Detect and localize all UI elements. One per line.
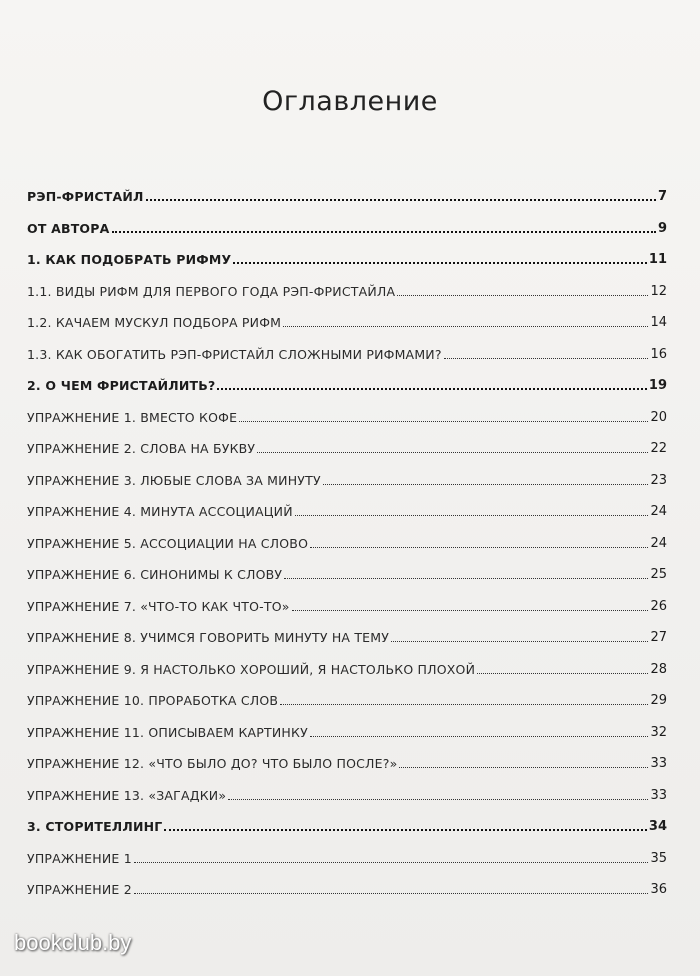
dot-leader — [239, 420, 648, 422]
toc-entry-label: УПРАЖНЕНИЕ 12. «ЧТО БЫЛО ДО? ЧТО БЫЛО ПОСЛЕ?» — [27, 756, 398, 771]
dot-leader — [284, 577, 648, 579]
toc-entry — [27, 495, 667, 519]
dot-leader — [399, 766, 648, 768]
toc-entry-label: УПРАЖНЕНИЕ 10. ПРОРАБОТКА СЛОВ — [27, 693, 279, 708]
toc-entry — [27, 464, 667, 488]
dot-leader — [217, 387, 646, 390]
toc-entry-label: ОТ АВТОРА — [27, 220, 110, 236]
toc-entry — [27, 590, 667, 614]
toc-entry-label: УПРАЖНЕНИЕ 2. СЛОВА НА БУКВУ — [27, 441, 256, 456]
dot-leader — [164, 828, 646, 831]
toc-entry-label: УПРАЖНЕНИЕ 5. АССОЦИАЦИИ НА СЛОВО — [27, 535, 309, 551]
toc-entry-page: 9 — [657, 220, 667, 236]
toc-entry — [27, 747, 667, 771]
dot-leader — [257, 451, 648, 453]
toc-entry-label: УПРАЖНЕНИЕ 1 — [27, 850, 132, 866]
toc-entry — [27, 558, 667, 582]
toc-entry-label: 3. СТОРИТЕЛЛИНГ — [27, 819, 163, 834]
toc-entry — [27, 621, 667, 645]
toc-entry — [27, 716, 667, 740]
dot-leader — [292, 609, 649, 611]
toc-entry-page: 11 — [648, 252, 667, 267]
dot-leader — [310, 735, 649, 737]
toc-entry-page: 24 — [650, 535, 667, 551]
toc-entry-page: 32 — [650, 724, 667, 740]
dot-leader — [323, 483, 649, 485]
dot-leader — [134, 892, 649, 894]
toc-entry — [27, 306, 667, 330]
toc-entry-label: УПРАЖНЕНИЕ 4. МИНУТА АССОЦИАЦИЙ — [27, 504, 293, 519]
page-title: Оглавление — [262, 86, 438, 117]
toc-entry — [27, 684, 667, 708]
toc-entry-page: 25 — [650, 567, 667, 582]
toc-entry-page: 33 — [650, 787, 667, 803]
toc-entry — [27, 401, 667, 425]
toc-entry-page: 7 — [657, 189, 667, 204]
dot-leader — [444, 357, 649, 359]
toc-entry-page: 12 — [650, 283, 667, 299]
toc-entry-label: УПРАЖНЕНИЕ 1. ВМЕСТО КОФЕ — [27, 409, 238, 425]
dot-leader — [310, 546, 648, 548]
dot-leader — [112, 230, 656, 233]
toc-entry-label: 1.2. КАЧАЕМ МУСКУЛ ПОДБОРА РИФМ — [27, 315, 282, 330]
toc-entry — [27, 810, 667, 834]
toc-entry-label: УПРАЖНЕНИЕ 6. СИНОНИМЫ К СЛОВУ — [27, 567, 283, 582]
toc-entry — [27, 212, 667, 236]
dot-leader — [233, 261, 647, 264]
dot-leader — [477, 672, 648, 674]
toc-entry-label: 1.3. КАК ОБОГАТИТЬ РЭП-ФРИСТАЙЛ СЛОЖНЫМИ РИФМАМИ? — [27, 346, 442, 362]
toc-entry-page: 22 — [650, 441, 667, 456]
toc-entry-page: 19 — [648, 378, 667, 393]
dot-leader — [397, 294, 648, 296]
dot-leader — [295, 514, 649, 516]
dot-leader — [228, 798, 648, 800]
dot-leader — [134, 861, 649, 863]
toc-entry-page: 24 — [650, 504, 667, 519]
toc-entry-page: 34 — [648, 819, 667, 834]
toc-entry — [27, 432, 667, 456]
toc-entry-label: УПРАЖНЕНИЕ 13. «ЗАГАДКИ» — [27, 787, 227, 803]
toc-entry-label: УПРАЖНЕНИЕ 3. ЛЮБЫЕ СЛОВА ЗА МИНУТУ — [27, 472, 321, 488]
toc-entry-page: 20 — [650, 409, 667, 425]
toc-entry-page: 14 — [650, 315, 667, 330]
toc-entry-page: 33 — [650, 756, 667, 771]
toc-entry-label: 1. КАК ПОДОБРАТЬ РИФМУ — [27, 252, 232, 267]
toc-entry-label: РЭП-ФРИСТАЙЛ — [27, 189, 144, 204]
site-watermark: bookclub.by — [14, 930, 132, 955]
toc-entry — [27, 369, 667, 393]
toc-entry-page: 29 — [650, 693, 667, 708]
toc-entry-label: 2. О ЧЕМ ФРИСТАЙЛИТЬ? — [27, 378, 216, 393]
toc-entry — [27, 180, 667, 204]
toc-entry — [27, 338, 667, 362]
toc-entry-page: 23 — [650, 472, 667, 488]
toc-entry-label: УПРАЖНЕНИЕ 9. Я НАСТОЛЬКО ХОРОШИЙ, Я НАСТОЛЬКО ПЛОХОЙ — [27, 661, 476, 677]
toc-entry — [27, 275, 667, 299]
toc-entry-label: УПРАЖНЕНИЕ 2 — [27, 882, 132, 897]
toc-entry-page: 35 — [650, 850, 667, 866]
toc-entry — [27, 527, 667, 551]
toc-entry-label: УПРАЖНЕНИЕ 11. ОПИСЫВАЕМ КАРТИНКУ — [27, 724, 308, 740]
dot-leader — [283, 325, 648, 327]
toc-entry — [27, 653, 667, 677]
toc-entry — [27, 842, 667, 866]
toc-entry-page: 36 — [650, 882, 667, 897]
toc-entry-label: УПРАЖНЕНИЕ 7. «ЧТО-ТО КАК ЧТО-ТО» — [27, 598, 290, 614]
dot-leader — [391, 640, 648, 642]
toc-entry-page: 28 — [650, 661, 667, 677]
toc-entry — [27, 243, 667, 267]
toc-entry-label: 1.1. ВИДЫ РИФМ ДЛЯ ПЕРВОГО ГОДА РЭП-ФРИСТАЙЛА — [27, 283, 396, 299]
dot-leader — [280, 703, 648, 705]
toc-entry-page: 26 — [650, 598, 667, 614]
toc-entry — [27, 873, 667, 897]
toc-entry-page: 16 — [650, 346, 667, 362]
dot-leader — [146, 198, 656, 201]
toc-entry-page: 27 — [650, 630, 667, 645]
toc-entry-label: УПРАЖНЕНИЕ 8. УЧИМСЯ ГОВОРИТЬ МИНУТУ НА ТЕМУ — [27, 630, 390, 645]
toc-entry — [27, 779, 667, 803]
